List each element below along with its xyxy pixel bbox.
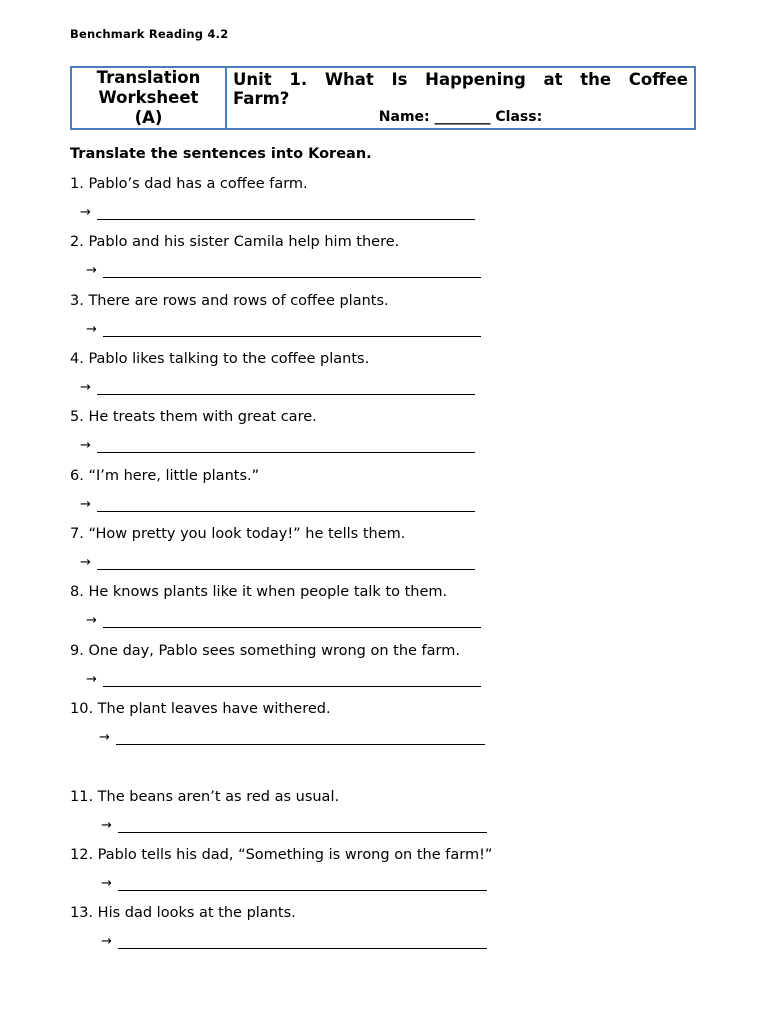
question-item: 10. The plant leaves have withered.: [70, 701, 331, 717]
question-item: 13. His dad looks at the plants.: [70, 905, 296, 921]
answer-line[interactable]: [116, 732, 485, 745]
question-item: 12. Pablo tells his dad, “Something is wrong on the farm!”: [70, 847, 493, 863]
question-item: 11. The beans aren’t as red as usual.: [70, 789, 340, 805]
answer-blank[interactable]: [99, 731, 485, 745]
unit-title-word: Unit: [233, 70, 272, 89]
unit-title-word: Happening: [425, 70, 526, 89]
arrow-icon: →: [101, 818, 112, 833]
answer-blank[interactable]: [86, 614, 481, 628]
unit-title-word: What: [324, 70, 374, 89]
arrow-icon: →: [80, 497, 91, 512]
answer-blank[interactable]: [80, 556, 475, 570]
instruction: Translate the sentences into Korean.: [70, 146, 372, 162]
answer-line[interactable]: [97, 440, 475, 453]
answer-line[interactable]: [103, 615, 481, 628]
answer-line[interactable]: [97, 499, 475, 512]
unit-title: [233, 70, 688, 108]
document-header: Benchmark Reading 4.2: [70, 27, 229, 41]
worksheet-title-line: (A): [134, 108, 163, 127]
answer-line[interactable]: [103, 324, 481, 337]
answer-line[interactable]: [118, 878, 487, 891]
answer-line[interactable]: [97, 382, 475, 395]
unit-title-word: Coffee: [628, 70, 688, 89]
question-item: 8. He knows plants like it when people talk to them.: [70, 584, 448, 600]
question-item: 3. There are rows and rows of coffee plants.: [70, 293, 389, 309]
answer-blank[interactable]: [80, 206, 475, 220]
answer-line[interactable]: [97, 207, 475, 220]
unit-title-word: at: [543, 70, 563, 89]
unit-title-word: the: [580, 70, 612, 89]
title-box: [70, 66, 696, 130]
answer-blank[interactable]: [101, 935, 487, 949]
unit-title-line1: [233, 70, 688, 89]
worksheet-title-line: Translation: [96, 68, 201, 87]
arrow-icon: →: [101, 934, 112, 949]
arrow-icon: →: [99, 730, 110, 745]
answer-blank[interactable]: [80, 381, 475, 395]
worksheet-title: [72, 68, 227, 128]
question-item: 9. One day, Pablo sees something wrong on the farm.: [70, 643, 460, 659]
unit-title-cell: [227, 68, 694, 128]
unit-title-word: 1.: [289, 70, 308, 89]
question-item: 5. He treats them with great care.: [70, 409, 317, 425]
name-class-field: Name: ________ Class:: [378, 109, 543, 125]
worksheet-title-line: Worksheet: [98, 88, 199, 107]
answer-blank[interactable]: [80, 439, 475, 453]
answer-blank[interactable]: [101, 819, 487, 833]
arrow-icon: →: [80, 380, 91, 395]
question-item: 4. Pablo likes talking to the coffee plants.: [70, 351, 370, 367]
arrow-icon: →: [86, 263, 97, 278]
answer-line[interactable]: [118, 820, 487, 833]
answer-blank[interactable]: [86, 673, 481, 687]
answer-blank[interactable]: [86, 323, 481, 337]
arrow-icon: →: [80, 205, 91, 220]
arrow-icon: →: [80, 438, 91, 453]
unit-title-line2: Farm?: [233, 89, 290, 108]
arrow-icon: →: [86, 613, 97, 628]
answer-blank[interactable]: [80, 498, 475, 512]
answer-blank[interactable]: [101, 877, 487, 891]
arrow-icon: →: [80, 555, 91, 570]
question-item: 7. “How pretty you look today!” he tells them.: [70, 526, 406, 542]
question-item: 1. Pablo’s dad has a coffee farm.: [70, 176, 308, 192]
answer-blank[interactable]: [86, 264, 481, 278]
unit-title-word: Is: [391, 70, 408, 89]
arrow-icon: →: [86, 672, 97, 687]
answer-line[interactable]: [97, 557, 475, 570]
arrow-icon: →: [86, 322, 97, 337]
answer-line[interactable]: [103, 265, 481, 278]
question-item: 6. “I’m here, little plants.”: [70, 468, 260, 484]
answer-line[interactable]: [118, 936, 487, 949]
question-item: 2. Pablo and his sister Camila help him there.: [70, 234, 400, 250]
arrow-icon: →: [101, 876, 112, 891]
answer-line[interactable]: [103, 674, 481, 687]
